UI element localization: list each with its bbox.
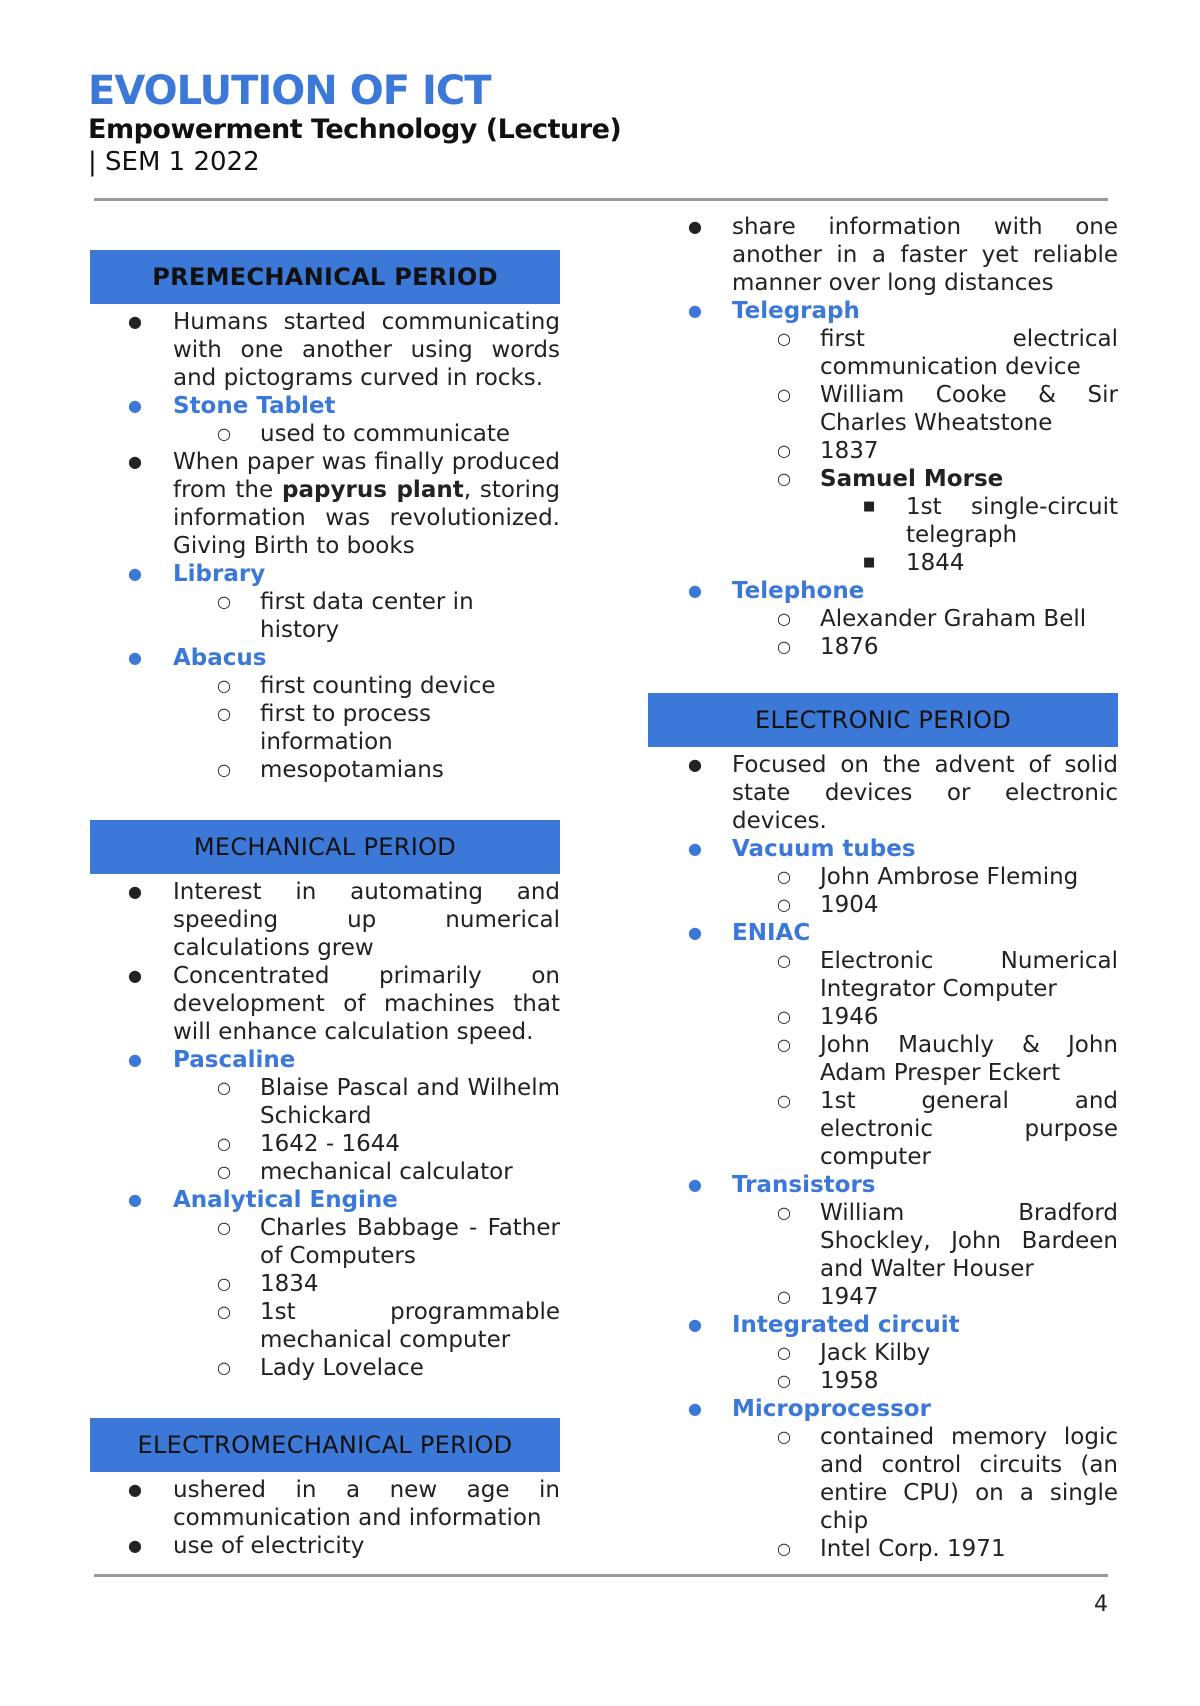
- list-item: ● Interest in automating and speeding up numerical calculations grew: [128, 879, 560, 961]
- bullet-icon: ○: [217, 676, 231, 695]
- bullet-icon: ○: [217, 1078, 231, 1097]
- list-item: ○ William Bradford Shockley, John Bardeen and Walter Houser: [777, 1200, 1118, 1282]
- list-item: ● Humans started communicating with one another using words and pictograms curved in rocks.: [128, 309, 560, 391]
- bullet-icon: ○: [777, 895, 791, 914]
- electromechanical-heading: ELECTROMECHANICAL PERIOD: [90, 1418, 560, 1472]
- premechanical-list: [90, 308, 560, 784]
- list-item: ● Focused on the advent of solid state devices or electronic devices.: [688, 752, 1118, 834]
- list-item: ○ first to process information: [217, 701, 432, 755]
- electromechanical-list: [90, 1476, 560, 1560]
- list-item-vacuum-tubes: ● Vacuum tubes: [688, 836, 916, 862]
- bullet-icon: ○: [777, 609, 791, 628]
- right-column: [648, 213, 1118, 1563]
- bullet-icon: ●: [128, 882, 142, 901]
- bullet-icon: ○: [777, 329, 791, 348]
- list-item: ○ 1837: [777, 438, 879, 464]
- list-item: ○ John Ambrose Fleming: [777, 864, 1079, 890]
- bullet-icon: ○: [217, 592, 231, 611]
- list-item: ○ mesopotamians: [217, 757, 444, 783]
- list-item: ○ first counting device: [217, 673, 496, 699]
- list-item-telegraph: ● Telegraph: [688, 298, 860, 324]
- premechanical-heading: PREMECHANICAL PERIOD: [90, 250, 560, 304]
- list-item-stone-tablet: ● Stone Tablet: [128, 393, 336, 419]
- list-item-analytical-engine: ● Analytical Engine: [128, 1187, 398, 1213]
- bullet-icon: ○: [217, 760, 231, 779]
- page-number: 4: [1094, 1592, 1108, 1617]
- bullet-icon: ○: [217, 1134, 231, 1153]
- bullet-icon: ○: [777, 469, 791, 488]
- bullet-icon: ○: [777, 637, 791, 656]
- list-item: ○ Lady Lovelace: [217, 1355, 424, 1381]
- list-item-integrated-circuit: ● Integrated circuit: [688, 1312, 960, 1338]
- bullet-icon: ○: [217, 1218, 231, 1237]
- bullet-icon: ●: [128, 1050, 142, 1069]
- list-item-transistors: ● Transistors: [688, 1172, 876, 1198]
- list-item: ○ 1st general and electronic purpose computer: [777, 1088, 1118, 1170]
- list-item: ○ 1958: [777, 1368, 879, 1394]
- mechanical-list: [90, 878, 560, 1382]
- list-item-telephone: ● Telephone: [688, 578, 865, 604]
- list-item: ○ first data center in history: [217, 589, 474, 643]
- list-item: ○ 1904: [777, 892, 879, 918]
- bullet-icon: ●: [128, 1190, 142, 1209]
- list-item: ● ushered in a new age in communication and information: [128, 1477, 560, 1531]
- bullet-icon: ●: [688, 755, 702, 774]
- bullet-icon: ●: [128, 966, 142, 985]
- bullet-icon: ○: [217, 1302, 231, 1321]
- list-item-eniac: ● ENIAC: [688, 920, 811, 946]
- list-item: ○ Jack Kilby: [777, 1340, 931, 1366]
- list-item-microprocessor: ● Microprocessor: [688, 1396, 931, 1422]
- bullet-icon: ●: [688, 217, 702, 236]
- document-header: [88, 70, 621, 178]
- document-title: EVOLUTION OF ICT: [88, 68, 491, 114]
- bullet-icon: ●: [688, 923, 702, 942]
- list-item: ○ used to communicate: [217, 421, 511, 447]
- bullet-icon: ●: [128, 452, 142, 471]
- list-item: ○ first electrical communication device: [777, 326, 1118, 380]
- bullet-icon: ○: [777, 1343, 791, 1362]
- bullet-icon: ○: [217, 704, 231, 723]
- bullet-icon: ●: [688, 581, 702, 600]
- bullet-icon: ●: [128, 564, 142, 583]
- document-subtitle: Empowerment Technology (Lecture): [88, 114, 622, 145]
- semester-label: | SEM 1 2022: [88, 147, 260, 177]
- list-item: ○ 1834: [217, 1271, 319, 1297]
- list-item: ○ Electronic Numerical Integrator Computer: [777, 948, 1118, 1002]
- list-item: ○ Blaise Pascal and Wilhelm Schickard: [217, 1075, 560, 1129]
- bullet-icon: ○: [777, 1427, 791, 1446]
- list-item: ● use of electricity: [128, 1533, 365, 1559]
- bottom-divider: [94, 1574, 1108, 1577]
- bullet-icon: ○: [777, 1287, 791, 1306]
- list-item: ● share information with one another in a faster yet reliable manner over long distances: [688, 214, 1118, 296]
- bullet-icon: ○: [777, 1007, 791, 1026]
- list-item: ○ 1st programmable mechanical computer: [217, 1299, 560, 1353]
- bullet-icon: ○: [217, 1274, 231, 1293]
- list-item: ○ 1642 - 1644: [217, 1131, 400, 1157]
- list-item: ○ contained memory logic and control circuits (an entire CPU) on a single chip: [777, 1424, 1118, 1534]
- bullet-icon: ○: [777, 1035, 791, 1054]
- top-divider: [94, 198, 1108, 201]
- bullet-icon: ●: [128, 396, 142, 415]
- bullet-icon: ○: [777, 441, 791, 460]
- list-item: ○ William Cooke & Sir Charles Wheatstone: [777, 382, 1118, 436]
- list-item: ○ Intel Corp. 1971: [777, 1536, 1006, 1562]
- list-item-pascaline: ● Pascaline: [128, 1047, 296, 1073]
- list-item: ○ 1946: [777, 1004, 879, 1030]
- list-item: ○ 1876: [777, 634, 879, 660]
- bullet-icon: ●: [688, 301, 702, 320]
- bullet-icon: ○: [217, 1358, 231, 1377]
- bullet-icon: ●: [688, 1315, 702, 1334]
- list-item: ○ John Mauchly & John Adam Presper Eckert: [777, 1032, 1118, 1086]
- mechanical-heading: MECHANICAL PERIOD: [90, 820, 560, 874]
- bullet-icon: ●: [128, 648, 142, 667]
- list-item-library: ● Library: [128, 561, 266, 587]
- bullet-icon: ○: [777, 867, 791, 886]
- bullet-icon: ○: [777, 1371, 791, 1390]
- bullet-icon: ●: [128, 1480, 142, 1499]
- list-item: ■ 1844: [863, 550, 965, 576]
- list-item-abacus: ● Abacus: [128, 645, 267, 671]
- list-item-samuel-morse: ○ Samuel Morse: [777, 466, 1004, 492]
- bullet-icon: ●: [688, 839, 702, 858]
- bullet-icon: ○: [777, 951, 791, 970]
- list-item: ● Concentrated primarily on development of machines that will enhance calculation speed.: [128, 963, 560, 1045]
- electronic-list: [648, 751, 1118, 1563]
- bullet-icon: ○: [777, 1091, 791, 1110]
- list-item: ○ 1947: [777, 1284, 879, 1310]
- list-item: ○ mechanical calculator: [217, 1159, 513, 1185]
- list-item: ○ Charles Babbage - Father of Computers: [217, 1215, 560, 1269]
- bullet-icon: ●: [688, 1175, 702, 1194]
- bullet-icon: ○: [777, 385, 791, 404]
- left-column: [90, 250, 560, 1560]
- list-item: ■ 1st single-circuit telegraph: [863, 494, 1118, 548]
- bullet-icon: ○: [217, 1162, 231, 1181]
- bullet-icon: ■: [863, 555, 876, 570]
- list-item: ● When paper was finally produced from the papyrus plant, storing information was revolutionized. Giving Birth to books: [128, 449, 561, 559]
- bullet-icon: ■: [863, 499, 876, 514]
- bullet-icon: ●: [688, 1399, 702, 1418]
- bullet-icon: ○: [777, 1539, 791, 1558]
- electronic-heading: ELECTRONIC PERIOD: [648, 693, 1118, 747]
- list-item: ○ Alexander Graham Bell: [777, 606, 1087, 632]
- bullet-icon: ○: [217, 424, 231, 443]
- bullet-icon: ●: [128, 312, 142, 331]
- bullet-icon: ○: [777, 1203, 791, 1222]
- bullet-icon: ●: [128, 1536, 142, 1555]
- electromechanical-continued-list: [648, 213, 1118, 661]
